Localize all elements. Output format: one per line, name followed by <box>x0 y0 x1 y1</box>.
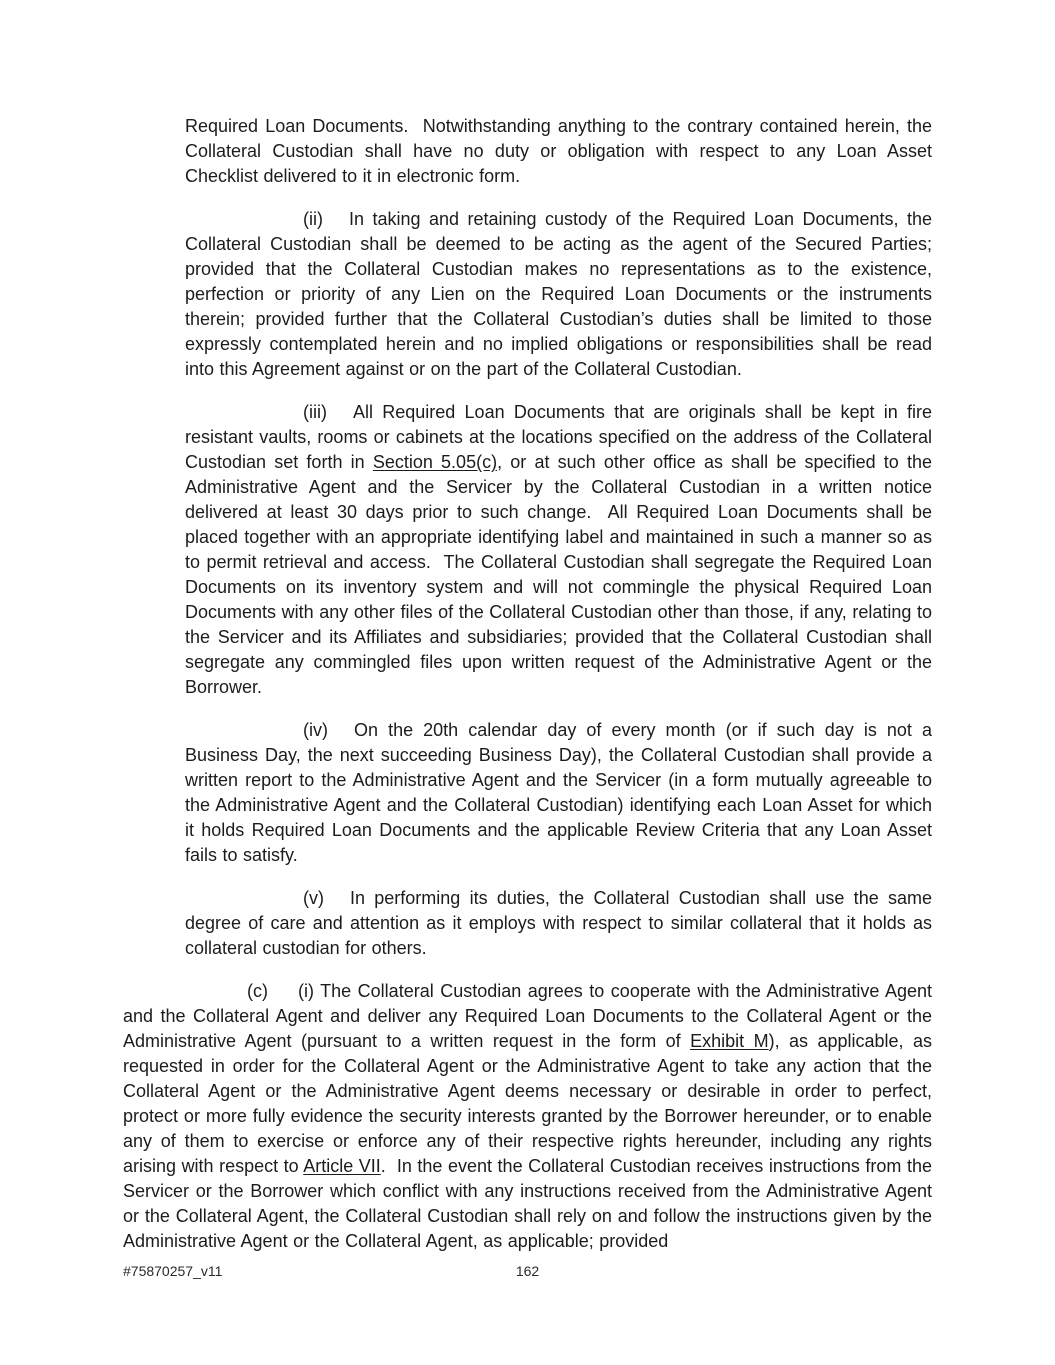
text-run: On the 20th calendar day of every month (or if such day is not a Business Day, the next succeeding Business Day), the Collateral Custodian shall provide a written report to the Administrative Agent and the Servicer (in a form mutually agreeable to the Administrative Agent and the Collateral Custodian) identifying each Loan Asset for which it holds Required Loan Documents and the applicable Review Criteria that any Loan Asset fails to satisfy. <box>185 720 932 865</box>
text-run: In taking and retaining custody of the Required Loan Documents, the Collateral Custodian shall be deemed to be acting as the agent of the Secured Parties; provided that the Collateral Custodian makes no representations as to the existence, perfection or priority of any Lien on the Required Loan Documents or the instruments therein; provided further that the Collateral Custodian’s duties shall be limited to those expressly contemplated herein and no implied obligations or responsibilities shall be read into this Agreement against or on the part of the Collateral Custodian. <box>185 209 932 379</box>
cross-reference: Section 5.05(c) <box>372 452 498 472</box>
cross-reference: Exhibit M <box>690 1031 769 1051</box>
paragraph-label: (ii) <box>303 209 323 229</box>
text-run: In performing its duties, the Collateral Custodian shall use the same degree of care and attention as it employs with respect to similar collateral that it holds as collateral custodian for others. <box>185 888 932 958</box>
text-run: . In the event the Collateral Custodian receives instructions from the Servicer or the Borrower which conflict with any instructions received from the Administrative Agent or the Collateral Agent, the Collateral Custodian shall rely on and follow the instructions given by the Administrative Agent or the Collateral Agent, as applicable; provided <box>123 1156 932 1251</box>
paragraph-continuation <box>185 114 932 189</box>
page-footer <box>0 1262 1055 1282</box>
footer-doc-id: #75870257_v11 <box>123 1263 223 1279</box>
paragraph-v <box>185 886 932 961</box>
text-run: Required Loan Documents. Notwithstanding anything to the contrary contained herein, the Collateral Custodian shall have no duty or obligation with respect to any Loan Asset Checklist delivered to it in electronic form. <box>185 116 932 186</box>
text-run: ), as applicable, as requested in order for the Collateral Agent or the Administrative Agent to take any action that the Collateral Agent or the Administrative Agent deems necessary or desirable in order to perfect, protect or more fully evidence the security interests granted by the Borrower hereunder, or to enable any of them to exercise or enforce any of their respective rights hereunder, including any rights arising with respect to <box>123 1031 932 1176</box>
paragraph-iii <box>185 400 932 700</box>
paragraph-label: (v) <box>303 888 324 908</box>
paragraph-ii <box>185 207 932 382</box>
text-run: , or at such other office as shall be specified to the Administrative Agent and the Servicer by the Collateral Custodian in a written notice delivered at least 30 days prior to such change. All Required Loan Documents shall be placed together with an appropriate identifying label and maintained in such a manner so as to permit retrieval and access. The Collateral Custodian shall segregate the Required Loan Documents on its inventory system and will not commingle the physical Required Loan Documents with any other files of the Collateral Custodian other than those, if any, relating to the Servicer and its Affiliates and subsidiaries; provided that the Collateral Custodian shall segregate any commingled files upon written request of the Administrative Agent or the Borrower. <box>185 452 932 697</box>
text-run: (i) The Collateral Custodian agrees to cooperate with the Administrative Agent and the Collateral Agent and deliver any Required Loan Documents to the Collateral Agent or the Administrative Agent (pursuant to a written request in the form of <box>123 981 932 1051</box>
footer-page-number: 162 <box>515 1263 540 1279</box>
paragraph-label: (c) <box>247 981 268 1001</box>
document-body <box>123 114 932 1272</box>
cross-reference: Article VII <box>303 1156 381 1176</box>
paragraph-c-i <box>123 979 932 1254</box>
paragraph-label: (iii) <box>303 402 327 422</box>
text-run: All Required Loan Documents that are originals shall be kept in fire resistant vaults, rooms or cabinets at the locations specified on the address of the Collateral Custodian set forth in <box>185 402 932 472</box>
paragraph-label: (iv) <box>303 720 328 740</box>
paragraph-iv <box>185 718 932 868</box>
